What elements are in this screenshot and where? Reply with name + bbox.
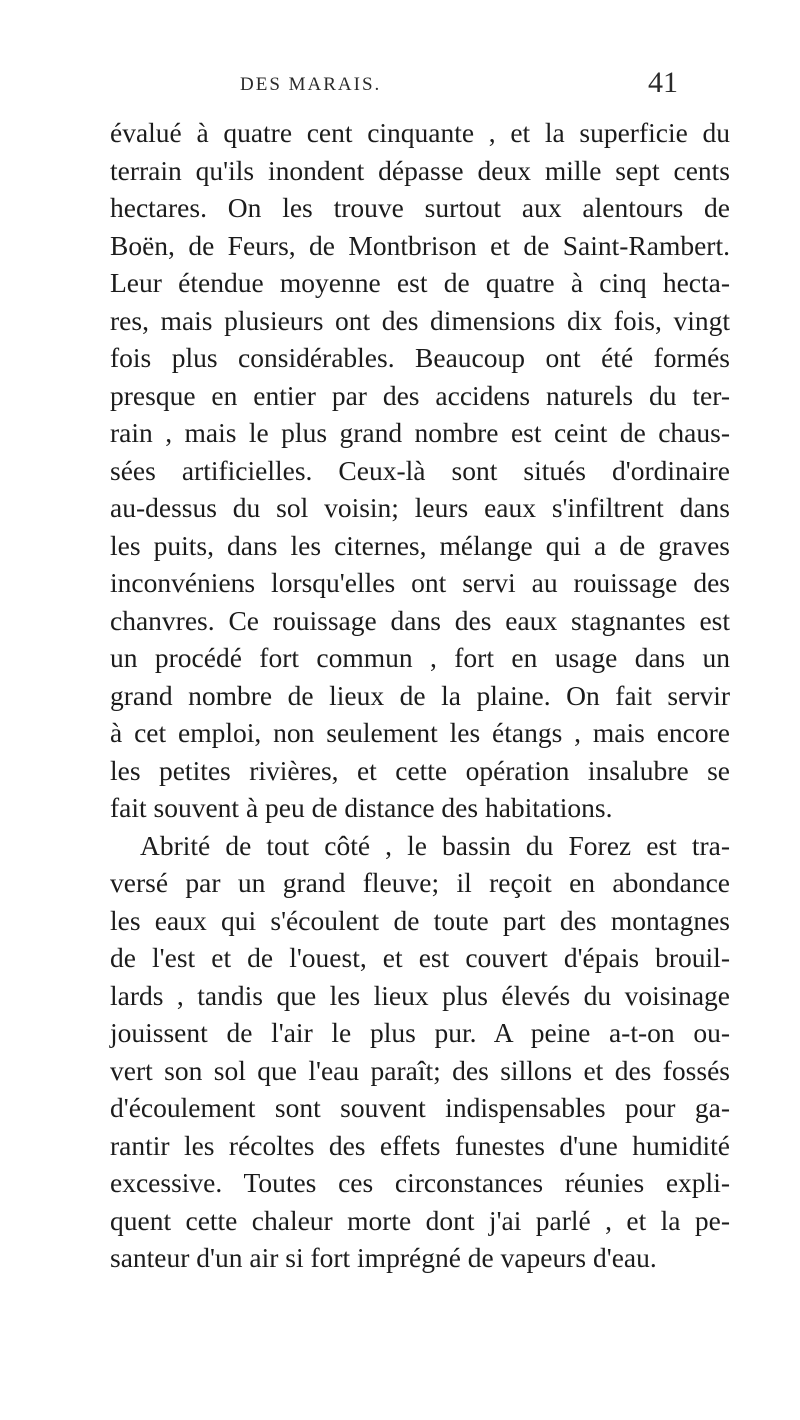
text-line: terrain qu'ils inondent dépasse deux mille sept cents [110, 154, 730, 186]
text-line: Abrité de tout côté , le bassin du Forez est tra- [140, 829, 730, 861]
body-text [110, 114, 730, 1277]
running-head: DES MARAIS. [240, 74, 382, 95]
text-line: rain , mais le plus grand nombre est ceint de chaus- [110, 417, 730, 448]
text-line: les petites rivières, et cette opération insalubre se [110, 754, 730, 786]
text-line: lards , tandis que les lieux plus élevés du voisinage [110, 979, 730, 1011]
text-line: à cet emploi, non seulement les étangs , mais encore [110, 717, 730, 748]
text-line: inconvéniens lorsqu'elles ont servi au rouissage des [110, 567, 730, 598]
text-line: jouissent de l'air le plus pur. A peine a-t-on ou- [110, 1017, 730, 1048]
text-line: res, mais plusieurs ont des dimensions dix fois, vingt [110, 304, 730, 336]
text-line: un procédé fort commun , fort en usage dans un [110, 642, 730, 673]
text-line: quent cette chaleur morte dont j'ai parlé , et la pe- [110, 1204, 730, 1236]
text-line: vert son sol que l'eau paraît; des sillons et des fossés [110, 1054, 730, 1086]
text-line: sées artificielles. Ceux-là sont situés d'ordinaire [110, 454, 730, 486]
text-line: santeur d'un air si fort imprégné de vapeurs d'eau. [110, 1242, 657, 1273]
text-line: chanvres. Ce rouissage dans des eaux stagnantes est [110, 604, 730, 636]
text-line: d'écoulement sont souvent indispensables pour ga- [110, 1092, 730, 1123]
text-line: Boën, de Feurs, de Montbrison et de Saint-Rambert. [110, 229, 730, 261]
text-line: fait souvent à peu de distance des habitations. [110, 792, 613, 823]
text-line: de l'est et de l'ouest, et est couvert d'épais brouil- [110, 942, 730, 973]
text-line: fois plus considérables. Beaucoup ont été formés [110, 342, 730, 373]
text-line: excessive. Toutes ces circonstances réunies expli- [110, 1167, 730, 1198]
text-line: les puits, dans les citernes, mélange qui a de graves [110, 529, 730, 561]
text-line: versé par un grand fleuve; il reçoit en abondance [110, 867, 730, 898]
text-line: Leur étendue moyenne est de quatre à cinq hecta- [110, 267, 730, 298]
text-line: presque en entier par des accidens naturels du ter- [110, 379, 730, 411]
text-line: rantir les récoltes des effets funestes d'une humidité [110, 1129, 730, 1161]
text-line: les eaux qui s'écoulent de toute part des montagnes [110, 904, 730, 936]
text-line: au-dessus du sol voisin; leurs eaux s'infiltrent dans [110, 492, 730, 523]
text-line: évalué à quatre cent cinquante , et la superficie du [110, 117, 730, 148]
page-number: 41 [648, 66, 678, 99]
text-line: grand nombre de lieux de la plaine. On fait servir [110, 679, 730, 711]
text-line: hectares. On les trouve surtout aux alentours de [110, 192, 730, 223]
